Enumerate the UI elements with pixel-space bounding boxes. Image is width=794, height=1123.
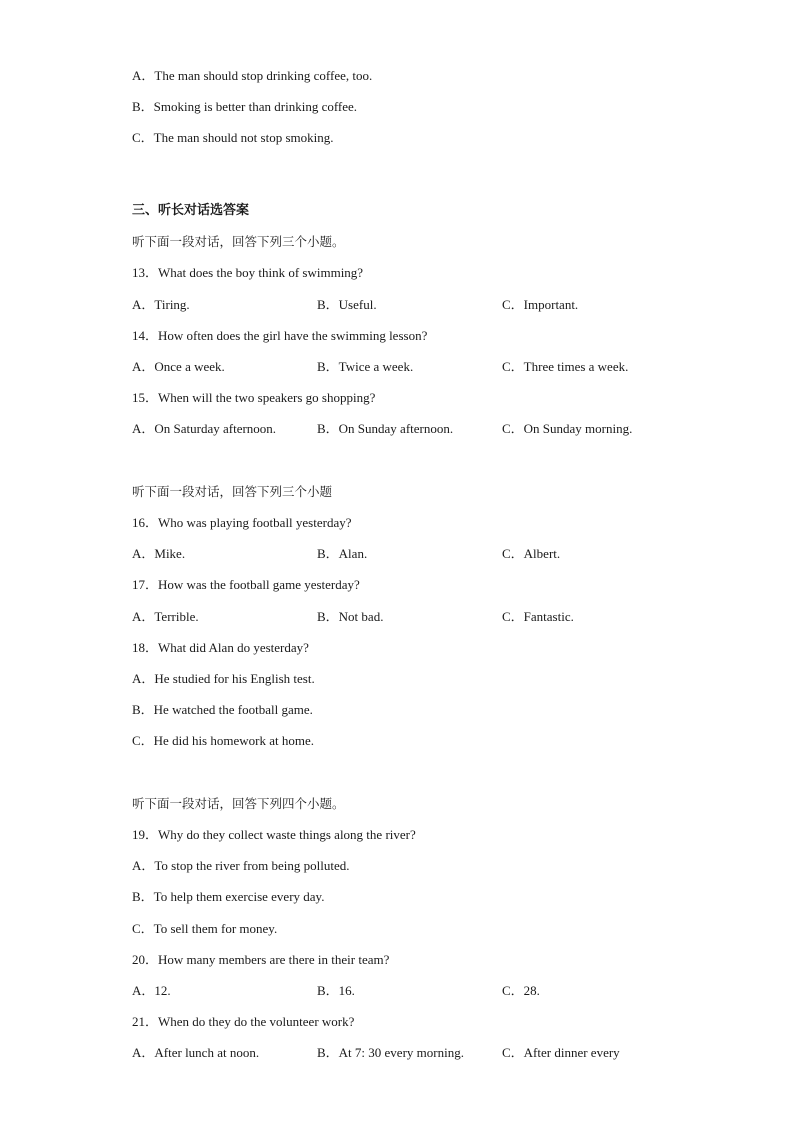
option-text: A．The man should stop drinking coffee, too. (132, 68, 373, 83)
options-row (132, 297, 692, 313)
option-a: A．After lunch at noon. (132, 1045, 260, 1060)
option-a: A．Terrible. (132, 609, 199, 624)
option-b: B．To help them exercise every day. (132, 889, 325, 904)
option-c: C．After dinner every (502, 1045, 620, 1060)
option-c: C．28. (502, 983, 540, 998)
options-row (132, 359, 692, 375)
option-c: C．Fantastic. (502, 609, 574, 624)
section-heading: 三、听长对话选答案 (132, 203, 250, 218)
question-text: 17．How was the football game yesterday? (132, 577, 360, 592)
option-c: C．He did his homework at home. (132, 733, 314, 748)
question-text: 14．How often does the girl have the swimming lesson? (132, 328, 428, 343)
option-a: A．On Saturday afternoon. (132, 421, 277, 436)
option-b: B．Alan. (317, 546, 368, 561)
option-c: C．Three times a week. (502, 359, 629, 374)
option-text: C．The man should not stop smoking. (132, 130, 334, 145)
option-a: A．Mike. (132, 546, 186, 561)
question-text: 15．When will the two speakers go shopping? (132, 390, 376, 405)
option-a: A．To stop the river from being polluted. (132, 858, 350, 873)
question-text: 19．Why do they collect waste things along the river? (132, 827, 416, 842)
question-text: 20．How many members are there in their team? (132, 952, 390, 967)
option-text: B．Smoking is better than drinking coffee. (132, 99, 358, 114)
group-intro: 听下面一段对话，回答下列三个小题。 (132, 234, 345, 249)
question-text: 21．When do they do the volunteer work? (132, 1014, 355, 1029)
option-c: C．On Sunday morning. (502, 421, 633, 436)
option-b: B．He watched the football game. (132, 702, 313, 717)
option-c: C．To sell them for money. (132, 921, 278, 936)
question-text: 16．Who was playing football yesterday? (132, 515, 352, 530)
group-intro: 听下面一段对话，回答下列三个小题 (132, 484, 333, 499)
options-row (132, 1045, 692, 1061)
option-a: A．12. (132, 983, 171, 998)
option-c: C．Important. (502, 297, 579, 312)
option-c: C．Albert. (502, 546, 561, 561)
option-b: B．At 7: 30 every morning. (317, 1045, 464, 1060)
group-intro: 听下面一段对话，回答下列四个小题。 (132, 796, 345, 811)
options-row (132, 983, 692, 999)
options-row (132, 421, 692, 437)
question-text: 13．What does the boy think of swimming? (132, 265, 364, 280)
option-b: B．Not bad. (317, 609, 384, 624)
question-text: 18．What did Alan do yesterday? (132, 640, 309, 655)
option-b: B．Useful. (317, 297, 377, 312)
options-row (132, 546, 692, 562)
option-b: B．On Sunday afternoon. (317, 421, 454, 436)
option-b: B．16. (317, 983, 355, 998)
option-a: A．He studied for his English test. (132, 671, 315, 686)
option-a: A．Once a week. (132, 359, 225, 374)
options-row (132, 609, 692, 625)
option-b: B．Twice a week. (317, 359, 414, 374)
option-a: A．Tiring. (132, 297, 190, 312)
